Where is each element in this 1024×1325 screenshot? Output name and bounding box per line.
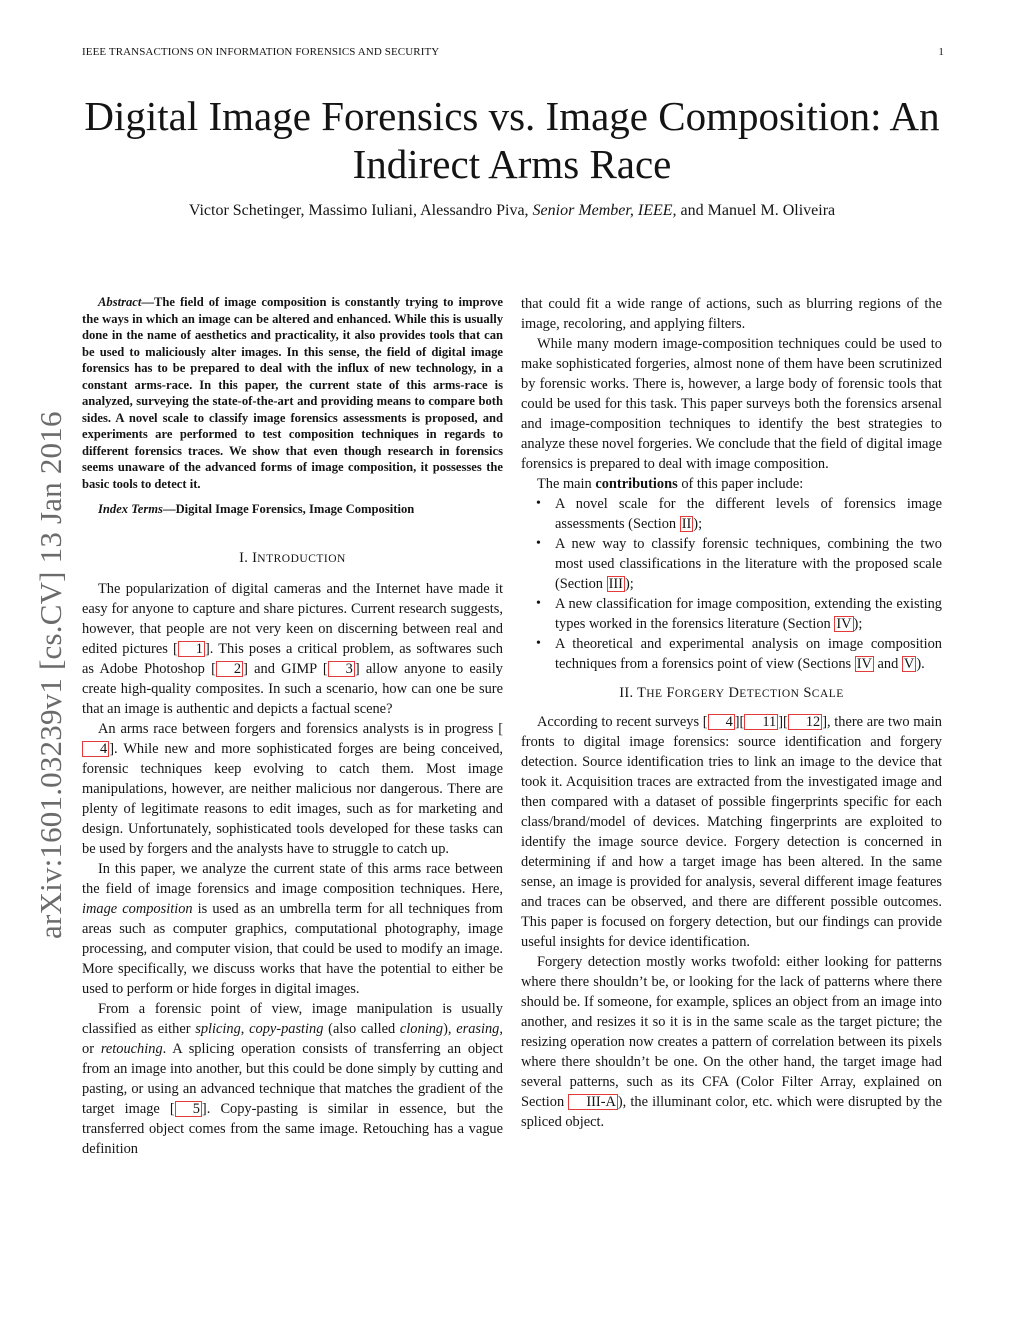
section-link[interactable]: III [608,576,623,592]
list-item: • A novel scale for the different levels of forensics image assessments (Section II ); [536,496,942,532]
paper-title [40,92,984,188]
citation-link[interactable]: 4 [82,741,109,757]
heading-rest: NTRODUCTION [257,552,346,565]
section-number: II. [619,685,634,701]
intro-paragraph-4-continued: that could fit a wide range of actions, such as blurring regions of the image, recoloring, and applying filters. [521,296,942,332]
abstract-label: Abstract [98,295,142,309]
intro-paragraph-3: In this paper, we analyze the current state of this arms race between the field of image forensics and image composition techniques. Here, image composition is used as an umbrella term for all techniques from areas such as computer graphics, computational photography, image processing, and computer vision, that could be used to modify an image. More specifically, we discuss works that have the potential to either be used to perform or hide forges in digital images. [82,860,503,997]
citation-link[interactable]: 5 [175,1101,202,1117]
author-names: Victor Schetinger, Massimo Iuliani, Alessandro Piva, [188,202,529,219]
author-last: and Manuel M. Oliveira [680,202,836,219]
section-heading-forgery-detection-scale: II. THE FORGERY DETECTION SCALE [619,685,844,701]
index-terms-label: Index Terms [98,502,163,516]
citation-link[interactable]: 11 [744,714,778,730]
section-link[interactable]: IV [856,656,872,672]
list-item: • A new classification for image composition, extending the existing types worked in the forensics literature (Section IV ); [536,596,942,632]
author-list [40,201,984,221]
index-terms [82,501,503,518]
abstract-text: —The field of image composition is constantly trying to improve the ways in which an image can be altered and enhanced. While this is usually done in the name of aesthetics and practicality, it also provides tools that can be used to maliciously alter images. In this sense, the field of digital image forensics has to be prepared to deal with the influx of new technology, in a constant arms-race. In this paper, the current state of this arms-race is analyzed, surveying the state-of-the-art and providing means to compare both sides. A novel scale to classify image forensics assessments is proposed, and experiments are performed to test composition techniques in regards to different forensics traces. We show that even though research in forensics seems unaware of the advanced forms of image composition, it possesses the basic tools to detect it. [82,295,503,491]
abstract [82,294,503,492]
bullet-icon: • [536,596,541,611]
citation-link[interactable]: 2 [216,661,243,677]
title-line-2: Indirect Arms Race [352,141,672,187]
running-header [82,46,944,62]
section-number: I. [239,549,249,566]
heading-initial: I [252,549,258,566]
scale-paragraph-2: Forgery detection mostly works twofold: either looking for patterns where there shouldn’t be, or looking for the lack of patterns where there should be. If someone, for example, splices an object from an image into another, and resizes it so it is in the same scale as the target picture; the resizing operation now creates a pattern of correlation between its pixels where there shouldn’t be one. On the other hand, the target image had several patterns, such as its CFA (Color Filter Array, explained on Section III-A ), the illuminant color, etc. which were disrupted by the spliced object. [521,954,943,1130]
section-heading-introduction [82,548,503,569]
section-link[interactable]: IV [836,616,852,632]
scale-paragraph-1: According to recent surveys [ 4 ][ 11 ][ 12 ], there are two main fronts to digital image forensics: source identification and forgery detection. Source identification tries to link an image to the device that took it. Acquisition traces are extracted from the investigated image and then compared with a dataset of possible fingerprints specific for each class/brand/model of devices. Matching fingerprints are exploited to identify the image source device. Forgery detection is concerned in determining if and how a target image has been altered. In the same sense, an image is provided for analysis, several different image features and traces can be observed, and there are different possible outcomes. This paper is focused on forgery detection, but our findings can provide useful insights for device identification. [521,714,942,950]
citation-link[interactable]: 4 [708,714,735,730]
arxiv-identifier: arXiv:1601.03239v1 [cs.CV] 13 Jan 2016 [33,411,68,939]
bullet-icon: • [536,636,541,651]
list-item: • A theoretical and experimental analysis on image composition techniques from a forensics point of view (Sections IV and V ). [536,636,942,672]
author-membership: Senior Member, IEEE, [532,202,677,219]
intro-paragraph-1: The popularization of digital cameras and the Internet have made it easy for anyone to capture and share pictures. Current research suggests, however, that people are not very keen on discerning between real and edited pictures [ 1 ]. This poses a critical problem, as softwares such as Adobe Photoshop [ 2 ] and GIMP [ 3 ] allow anyone to easily create high-quality composites. In such a scenario, how can one be sure that an image is authentic and depicts a factual scene? [82,580,503,717]
bullet-icon: • [536,496,541,511]
journal-name: IEEE TRANSACTIONS ON INFORMATION FORENSICS AND SECURITY [82,46,440,58]
citation-link[interactable]: 12 [788,714,822,730]
section-link[interactable]: V [903,656,915,672]
list-item: • A new way to classify forensic techniques, combining the two most used classifications in the literature with the proposed scale (Section III ); [536,536,942,592]
intro-paragraph-5: While many modern image-composition techniques could be used to make sophisticated forgeries, almost none of them have been scrutinized by forensic works. There is, however, a large body of forensic tools that could be used for this task. This paper surveys both the forensics arsenal and image-composition techniques to identify the best strategies to analyze these novel forgeries. We conclude that the field of digital image forensics is prepared to deal with image composition. [521,336,942,472]
left-column [82,294,503,1159]
page-number: 1 [938,46,944,58]
section-link[interactable]: III-A [568,1094,618,1110]
right-column [521,294,942,1132]
contributions-intro: The main contributions of this paper include: [537,476,804,492]
title-line-1: Digital Image Forensics vs. Image Composition: An [84,93,940,139]
citation-link[interactable]: 3 [328,661,355,677]
intro-paragraph-4: From a forensic point of view, image manipulation is usually classified as either splicing, copy-pasting (also called cloning), erasing, or retouching. A splicing operation consists of transferring an object from an image into another, but this could be done simply by cutting and pasting, or using an advanced technique that matches the gradient of the target image [ 5 ]. Copy-pasting is similar in essence, but the transferred object comes from the same image. Retouching has a vague definition [82,1000,504,1157]
section-link[interactable]: II [681,516,692,532]
index-terms-text: —Digital Image Forensics, Image Composition [162,502,415,516]
bullet-icon: • [536,536,541,551]
contributions-list [521,494,942,674]
intro-paragraph-2: An arms race between forgers and forensics analysts is in progress [4 ]. While new and more sophisticated forges are being conceived, forensic techniques keep evolving to catch them. Most image manipulations, however, are neither malicious nor dangerous. There are plenty of legitimate reasons to edit images, such as for marketing and design. Unfortunately, sophisticated tools developed for these tasks can be used by forgers and the analysts have to struggle to catch up. [82,720,503,857]
citation-link[interactable]: 1 [178,641,205,657]
